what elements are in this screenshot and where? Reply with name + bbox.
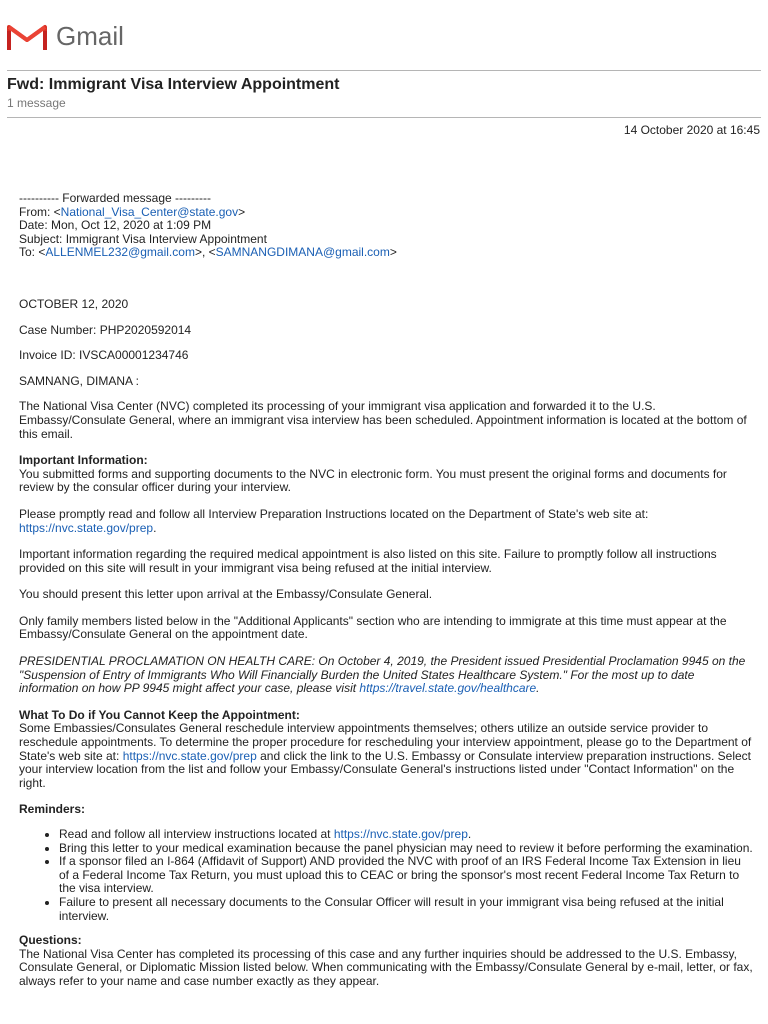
present-paragraph: You should present this letter upon arrival at the Embassy/Consulate General.: [19, 587, 433, 602]
from-email-link[interactable]: National_Visa_Center@state.gov: [60, 204, 239, 219]
applicant-name: SAMNANG, DIMANA :: [19, 373, 140, 388]
list-item: • Read and follow all interview instructions located at https://nvc.state.gov/prep.: [59, 828, 754, 842]
important-paragraph: You submitted forms and supporting documents to the NVC in electronic form. You must present the original forms and documents for review by the consular officer during your interview.: [19, 466, 727, 495]
questions-heading: Questions:: [19, 933, 82, 948]
to-email-link-1[interactable]: ALLENMEL232@gmail.com: [45, 245, 195, 260]
healthcare-link[interactable]: https://travel.state.gov/healthcare: [359, 681, 537, 696]
forward-date: Date: Mon, Oct 12, 2020 at 1:09 PM: [19, 218, 212, 233]
message-date: 14 October 2020 at 16:45: [623, 123, 760, 137]
reminders-list: [19, 828, 754, 923]
family-paragraph: Only family members listed below in the "Additional Applicants" section who are intending to immigrate at this time must appear at the Embassy/Consulate General on the appointment date.: [19, 613, 727, 642]
reminder-prep-link[interactable]: https://nvc.state.gov/prep: [333, 827, 468, 841]
important-heading: Important Information:: [19, 453, 148, 468]
gmail-logo: [7, 20, 124, 52]
case-number: Case Number: PHP2020592014: [19, 322, 192, 337]
medical-paragraph: Important information regarding the required medical appointment is also listed on this site. Failure to promptly follow all instructions provided on this site will result in your immigrant visa being refused at the initial interview.: [19, 547, 717, 575]
list-item: • If a sponsor filed an I-864 (Affidavit of Support) AND provided the NVC with proof of an IRS Federal Income Tax Extension in lieu of a Federal Income Tax Return, you must upload this to CEAC or bring the sponsor's most recent Federal Income Tax Return to the visa interview.: [59, 855, 754, 896]
invoice-id: Invoice ID: IVSCA00001234746: [19, 348, 189, 363]
proclamation-paragraph: PRESIDENTIAL PROCLAMATION ON HEALTH CARE: On October 4, 2019, the President issued Presidential Proclamation 9945 on the "Suspension of Entry of Immigrants Who Will Financially Burden the United States Healthcare System." For the most up to date information on how PP 9945 might affect your case, please visit https://travel.state.gov/healthcare.: [19, 654, 746, 696]
divider-subject: [7, 117, 761, 118]
list-item: • Bring this letter to your medical examination because the panel physician may need to review it before performing the examination.: [59, 842, 754, 856]
message-body: [19, 192, 754, 989]
to-email-link-2[interactable]: SAMNANGDIMANA@gmail.com: [215, 245, 390, 260]
reschedule-link[interactable]: https://nvc.state.gov/prep: [122, 748, 257, 763]
cannot-keep-paragraph: Some Embassies/Consulates General reschedule interview appointments themselves; others utilize an outside service provider to reschedule appointments. To determine the proper procedure for rescheduling your interview appointment, please go to the Department of State's web site at: https://nvc.state.gov/prep and click the link to the U.S. Embassy or Consulate interview preparation instructions. Select your interview location from the list and follow your Embassy/Consulate General's instructions listed under "Contact Information" on the right.: [19, 721, 752, 790]
letter-date: OCTOBER 12, 2020: [19, 296, 129, 311]
forward-to: To: <ALLENMEL232@gmail.com>, <SAMNANGDIMANA@gmail.com>: [19, 245, 397, 260]
divider-top: [7, 70, 761, 71]
reminders-heading: Reminders:: [19, 802, 86, 817]
forward-header: ---------- Forwarded message ---------: [19, 191, 211, 205]
gmail-logo-text: Gmail: [56, 20, 124, 51]
intro-paragraph: The National Visa Center (NVC) completed its processing of your immigrant visa application and forwarded it to the U.S. Embassy/Consulate General, where an immigrant visa interview has been scheduled. Appointment information is located at the bottom of this email.: [19, 399, 747, 441]
thread-subject: Fwd: Immigrant Visa Interview Appointment: [7, 76, 340, 93]
message-count: 1 message: [7, 96, 66, 110]
prep-paragraph: Please promptly read and follow all Interview Preparation Instructions located on the Department of State's web site at: https://nvc.state.gov/prep.: [19, 506, 649, 535]
forward-from: From: <National_Visa_Center@state.gov>: [19, 204, 246, 219]
prep-link[interactable]: https://nvc.state.gov/prep: [19, 520, 154, 535]
list-item: • Failure to present all necessary documents to the Consular Officer will result in your immigrant visa being refused at the initial interview.: [59, 896, 754, 923]
cannot-keep-heading: What To Do if You Cannot Keep the Appointment:: [19, 707, 300, 722]
gmail-m-icon: [7, 21, 47, 51]
questions-paragraph: The National Visa Center has completed its processing of this case and any further inquiries should be addressed to the U.S. Embassy, Consulate General, or Diplomatic Mission listed below. When communicating with the Embassy/Consulate General by e-mail, letter, or fax, always refer to your name and case number exactly as they appear.: [19, 946, 753, 988]
forward-subject: Subject: Immigrant Visa Interview Appointment: [19, 231, 267, 246]
